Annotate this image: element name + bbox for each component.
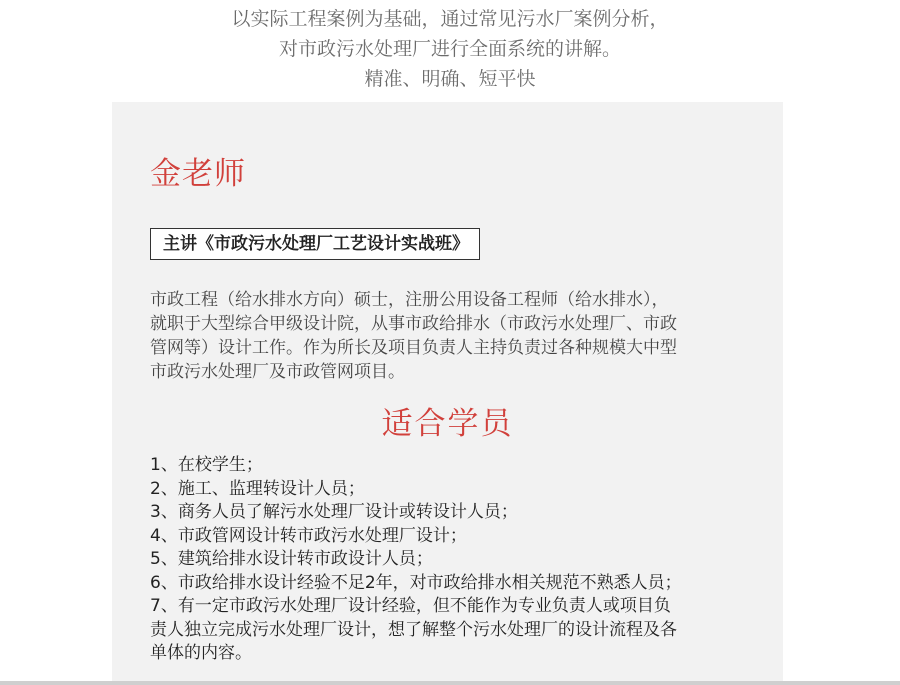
audience-item-line: 1、在校学生； bbox=[150, 455, 263, 475]
teacher-card bbox=[112, 102, 783, 685]
bio-line: 市政污水处理厂及市政管网项目。 bbox=[150, 362, 405, 382]
audience-section-title: 适合学员 bbox=[381, 406, 514, 442]
audience-item-line: 4、市政管网设计转市政污水处理厂设计； bbox=[150, 525, 467, 546]
bio-line: 管网等）设计工作。作为所长及项目负责人主持负责过各种规模大中型 bbox=[150, 338, 677, 358]
teacher-bio bbox=[150, 288, 780, 384]
bio-line: 市政工程（给水排水方向）硕士，注册公用设备工程师（给水排水）， bbox=[150, 290, 669, 310]
course-tag: 主讲《市政污水处理厂工艺设计实战班》 bbox=[150, 228, 480, 260]
audience-item-line: 7、有一定市政污水处理厂设计经验，但不能作为专业负责人或项目负 bbox=[150, 596, 671, 616]
audience-item bbox=[150, 548, 780, 572]
audience-item-line: 3、商务人员了解污水处理厂设计或转设计人员； bbox=[150, 502, 518, 522]
bio-line: 就职于大型综合甲级设计院，从事市政给排水（市政污水处理厂、市政 bbox=[150, 314, 677, 334]
audience-item-line: 2、施工、监理转设计人员； bbox=[150, 478, 365, 499]
intro-line: 对市政污水处理厂进行全面系统的讲解。 bbox=[278, 38, 621, 60]
intro-line: 以实际工程案例为基础，通过常见污水厂案例分析， bbox=[231, 8, 669, 30]
audience-item-line: 6、市政给排水设计经验不足2年，对市政给排水相关规范不熟悉人员； bbox=[150, 572, 682, 593]
audience-item bbox=[150, 501, 780, 525]
audience-item bbox=[150, 572, 780, 596]
audience-item-line: 5、建筑给排水设计转市政设计人员； bbox=[150, 549, 433, 569]
audience-item bbox=[150, 454, 780, 478]
audience-item-line: 责人独立完成污水处理厂设计，想了解整个污水处理厂的设计流程及各 bbox=[150, 619, 677, 640]
intro-line: 精准、明确、短平快 bbox=[364, 68, 536, 90]
teacher-name: 金老师 bbox=[150, 156, 246, 192]
audience-item bbox=[150, 595, 780, 666]
bottom-divider bbox=[0, 681, 900, 685]
audience-item-line: 单体的内容。 bbox=[150, 643, 252, 663]
audience-item bbox=[150, 525, 780, 549]
intro-text bbox=[0, 4, 900, 94]
audience-list bbox=[150, 454, 780, 666]
audience-item bbox=[150, 478, 780, 502]
